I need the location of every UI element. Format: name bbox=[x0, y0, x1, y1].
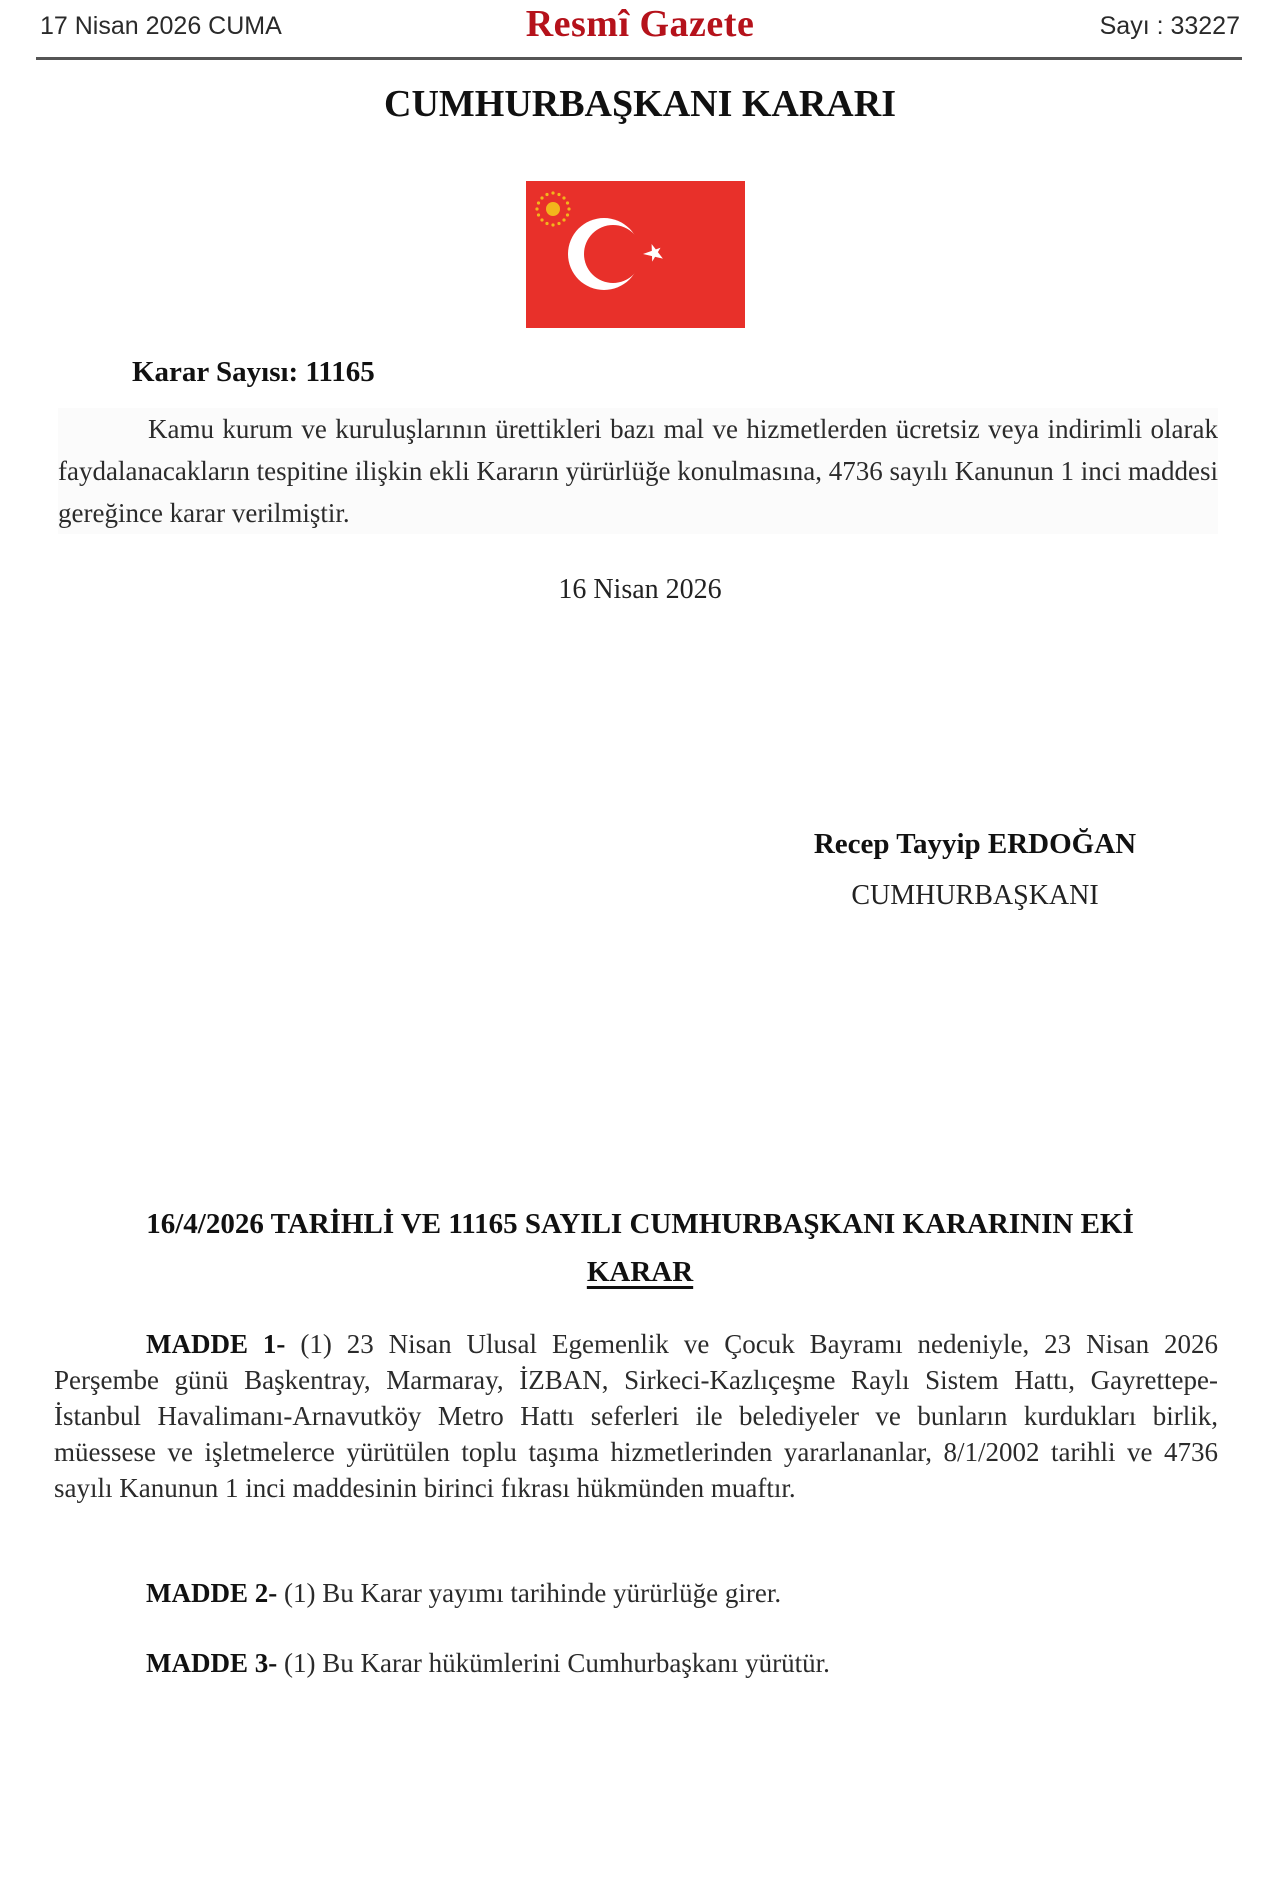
presidential-flag-icon bbox=[526, 181, 745, 328]
decision-date: 16 Nisan 2026 bbox=[558, 574, 722, 605]
decision-number: Karar Sayısı: 11165 bbox=[132, 356, 375, 388]
article-1 bbox=[54, 1326, 1218, 1506]
annex-title: 16/4/2026 TARİHLİ VE 11165 SAYILI CUMHURBAŞKANI KARARININ EKİ bbox=[146, 1208, 1134, 1240]
page-title: CUMHURBAŞKANI KARARI bbox=[384, 83, 896, 125]
annex-subtitle-text: KARAR bbox=[586, 1256, 694, 1288]
annex-subtitle bbox=[0, 1256, 1280, 1289]
gazette-issue-number: Sayı : 33227 bbox=[1099, 12, 1240, 40]
gazette-masthead: Resmî Gazete bbox=[525, 3, 755, 45]
article-3-label: MADDE 3- bbox=[146, 1648, 278, 1678]
article-2-text: (1) Bu Karar yayımı tarihinde yürürlüğe girer. bbox=[277, 1578, 782, 1608]
article-3 bbox=[146, 1648, 830, 1679]
article-3-text: (1) Bu Karar hükümlerini Cumhurbaşkanı yürütür. bbox=[277, 1648, 830, 1678]
article-1-text: (1) 23 Nisan Ulusal Egemenlik ve Çocuk Bayramı nedeniyle, 23 Nisan 2026 Perşembe günü Başkentray, Marmaray, İZBAN, Sirkeci-Kazlıçeşme Raylı Sistem Hattı, Gayrettepe-İstanbul Havalimanı-Arnavutköy Metro Hattı seferleri ile belediyeler ve bunların kurdukları birlik, müessese ve işletmelerce yürütülen toplu taşıma hizmetlerinden yararlananlar, 8/1/2002 tarihli ve 4736 sayılı Kanunun 1 inci maddesinin birinci fıkrası hükmünden muaftır. bbox=[54, 1329, 1218, 1503]
signatory-title: CUMHURBAŞKANI bbox=[851, 880, 1099, 911]
article-2-label: MADDE 2- bbox=[146, 1578, 278, 1608]
preamble-paragraph: Kamu kurum ve kuruluşlarının ürettikleri bazı mal ve hizmetlerden ücretsiz veya indirimli olarak faydalanacakların tespitine ilişkin ekli Kararın yürürlüğe konulmasına, 4736 sayılı Kanunun 1 inci maddesi gereğince karar verilmiştir. bbox=[58, 408, 1218, 534]
gazette-date: 17 Nisan 2026 CUMA bbox=[40, 12, 282, 40]
signatory-name: Recep Tayyip ERDOĞAN bbox=[813, 828, 1137, 860]
article-2 bbox=[146, 1578, 781, 1609]
header-divider bbox=[36, 57, 1242, 60]
article-1-label: MADDE 1- bbox=[146, 1329, 286, 1359]
